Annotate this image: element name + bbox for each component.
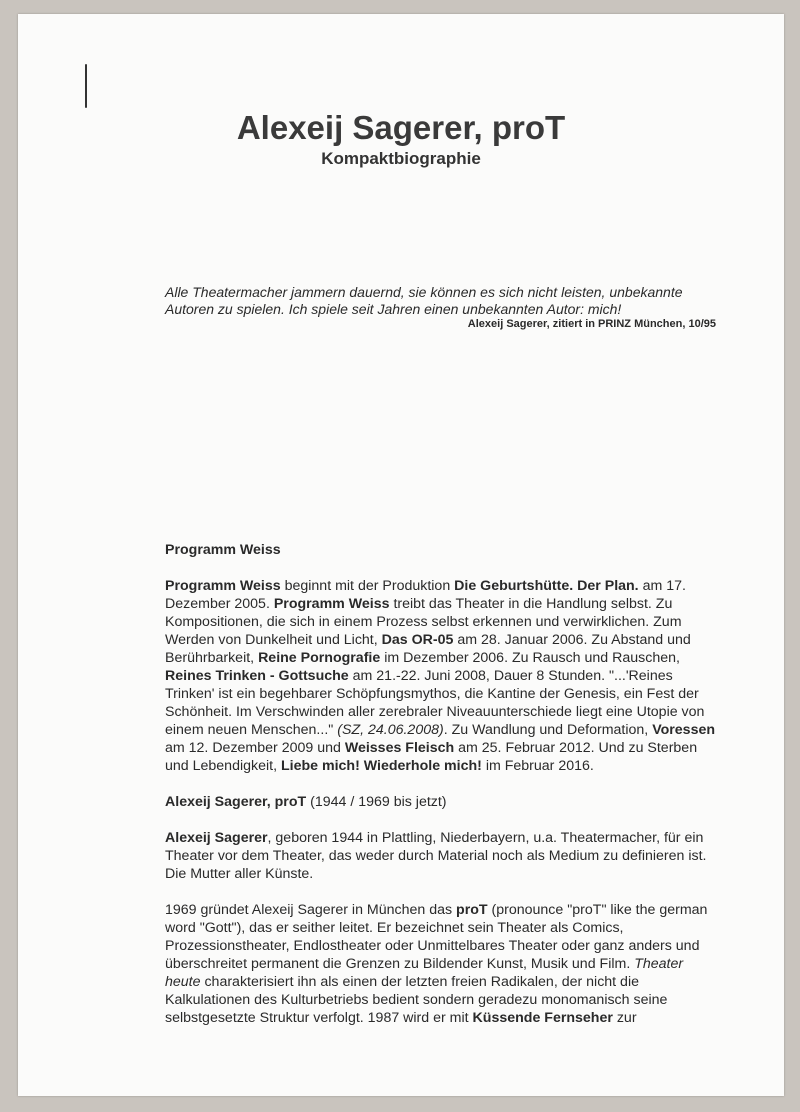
text-run: treibt das Theater in die Handlung selbst. Zu Kompositionen, die sich in einem Prozess selbst erkennen und verwirklichen. Zum Werden von Dunkelheit und Licht, — [165, 596, 682, 648]
text-run: zur — [612, 1010, 637, 1026]
section-heading-biography — [165, 793, 717, 811]
bold-term: Reines Trinken - Gottsuche — [165, 668, 349, 684]
epigraph-quote — [165, 284, 717, 318]
italic-citation: Theater heute — [165, 956, 684, 990]
paragraph-biography-intro — [165, 829, 717, 883]
text-run: im Februar 2016. — [481, 758, 594, 774]
document-page — [18, 14, 784, 1096]
text-run: im Dezember 2006. Zu Rausch und Rauschen, — [380, 650, 680, 666]
page-subtitle: Kompaktbiographie — [321, 149, 481, 168]
bold-term: Reine Pornografie — [258, 650, 381, 666]
bold-term: Programm Weiss — [273, 596, 390, 612]
bold-term: Küssende Fernseher — [472, 1010, 613, 1026]
italic-citation: (SZ, 24.06.2008) — [337, 722, 444, 738]
text-run: am 25. Februar 2012. Und zu Sterben und Lebendigkeit, — [165, 740, 698, 774]
text-run: am 21.-22. Juni 2008, Dauer 8 Stunden. "...'Reines Trinken' ist ein begehbarer Schöpfungsmythos, die Kantine der Genesis, ein Fest der Schönheit. Im Verschwinden aller zerebraler Niveauunterschiede liegt eine Utopie von einem neuen Menschen..." — [165, 668, 705, 738]
bold-term: Voressen — [652, 722, 716, 738]
bold-term: proT — [456, 902, 488, 918]
biography-heading-bold: Alexeij Sagerer, proT — [165, 794, 307, 810]
bold-term: Liebe mich! Wiederhole mich! — [280, 758, 482, 774]
main-text — [165, 541, 717, 1045]
pen-mark — [85, 64, 87, 108]
text-run: , geboren 1944 in Plattling, Niederbayern, u.a. Theatermacher, für ein Theater vor dem Theater, das weder durch Material noch als Medium zu definieren ist. Die Mutter aller Künste. — [165, 830, 707, 882]
text-run: am 17. Dezember 2005. — [165, 578, 686, 612]
bold-term: Alexeij Sagerer — [165, 830, 268, 846]
text-run: (pronounce "proT" like the german word "Gott"), das er seither leitet. Er bezeichnet sein Theater als Comics, Prozessionstheater, Endlostheater oder Unmittelbares Theater oder ganz anders und überschreitet permanent die Grenzen zu Bildender Kunst, Musik und Film. — [165, 902, 708, 972]
bold-term: Die Geburtshütte. Der Plan. — [454, 578, 639, 594]
text-run: . Zu Wandlung und Deformation, — [443, 722, 653, 738]
section-heading-programm-weiss: Programm Weiss — [165, 542, 281, 558]
paragraph-programm-weiss — [165, 577, 717, 775]
text-run: charakterisiert ihn als einen der letzten freien Radikalen, der nicht die Kalkulationen des Kulturbetriebs bedient sondern geradezu monomanisch seine selbstgesetzte Struktur verfolgt. 1987 wird er mit — [165, 974, 668, 1026]
text-run: am 12. Dezember 2009 und — [165, 740, 345, 756]
bold-term: Weisses Fleisch — [344, 740, 455, 756]
paragraph-biography-prot — [165, 901, 717, 1027]
quote-attribution: Alexeij Sagerer, zitiert in PRINZ München, 10/95 — [467, 318, 716, 330]
quote-text: Alle Theatermacher jammern dauernd, sie können es sich nicht leisten, unbekannte Autoren zu spielen. Ich spiele seit Jahren einen unbekannten Autor: mich! — [165, 284, 683, 317]
bold-term: Das OR-05 — [381, 632, 454, 648]
text-run: beginnt mit der Produktion — [280, 578, 455, 594]
page-title: Alexeij Sagerer, proT — [236, 109, 566, 146]
text-run: 1969 gründet Alexeij Sagerer in München das — [165, 902, 457, 918]
bold-term: Programm Weiss — [165, 578, 281, 594]
biography-heading-years: (1944 / 1969 bis jetzt) — [306, 794, 447, 810]
text-run: am 28. Januar 2006. Zu Abstand und Berührbarkeit, — [165, 632, 691, 666]
